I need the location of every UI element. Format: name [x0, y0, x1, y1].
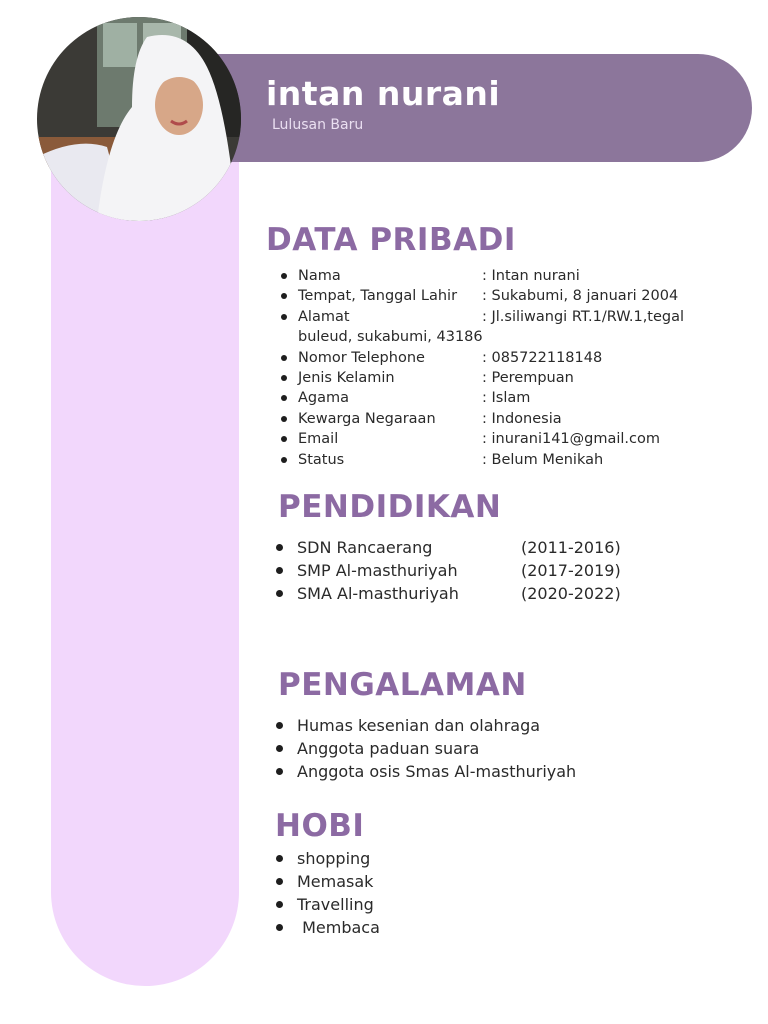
field-value: : Perempuan: [482, 370, 574, 387]
list-item: [276, 760, 576, 783]
list-item: [281, 409, 684, 429]
experience-item: Anggota osis Smas Al-masthuriyah: [297, 762, 577, 781]
list-item: [281, 368, 684, 388]
field-value: : Islam: [482, 390, 531, 407]
list-item: [281, 450, 684, 470]
field-label: Alamat: [298, 308, 350, 325]
experience-item: Anggota paduan suara: [297, 739, 480, 758]
field-value: : Belum Menikah: [482, 451, 604, 468]
hobby-item: shopping: [297, 849, 371, 868]
bullet-icon: [276, 901, 283, 908]
hobby-item: Membaca: [297, 918, 380, 937]
bullet-icon: [276, 878, 283, 885]
bullet-icon: [281, 314, 287, 320]
field-label: Status: [298, 451, 345, 468]
education-list: [276, 536, 621, 605]
personal-data-list: [281, 266, 684, 470]
bullet-icon: [276, 924, 283, 931]
bullet-icon: [276, 768, 283, 775]
bullet-icon: [276, 745, 283, 752]
field-value: : inurani141@gmail.com: [482, 431, 660, 448]
school-name: SMA Al-masthuriyah: [297, 584, 459, 603]
list-item: [281, 429, 684, 449]
bullet-icon: [276, 567, 283, 574]
list-item: [276, 582, 621, 605]
list-item: [281, 286, 684, 306]
candidate-name: intan nurani: [266, 74, 501, 113]
list-item: [281, 266, 684, 286]
bullet-icon: [281, 416, 287, 422]
school-years: (2017-2019): [521, 561, 621, 580]
field-value: : 085722118148: [482, 349, 603, 366]
section-title-pengalaman: PENGALAMAN: [278, 667, 527, 703]
bullet-icon: [281, 273, 287, 279]
list-item: [281, 348, 684, 368]
bullet-icon: [281, 375, 287, 381]
hobby-item: Travelling: [297, 895, 374, 914]
school-name: SMP Al-masthuriyah: [297, 561, 458, 580]
bullet-icon: [276, 855, 283, 862]
list-item: [276, 714, 576, 737]
bullet-icon: [281, 293, 287, 299]
bullet-icon: [276, 544, 283, 551]
field-value-continued: buleud, sukabumi, 43186: [298, 329, 483, 346]
list-item: [276, 847, 380, 870]
list-item: [276, 737, 576, 760]
bullet-icon: [281, 355, 287, 361]
experience-item: Humas kesenian dan olahraga: [297, 716, 541, 735]
bullet-icon: [281, 436, 287, 442]
bullet-icon: [281, 395, 287, 401]
section-title-data-pribadi: DATA PRIBADI: [266, 222, 516, 258]
bullet-icon: [276, 590, 283, 597]
bullet-icon: [281, 457, 287, 463]
field-value: : Indonesia: [482, 410, 562, 427]
school-name: SDN Rancaerang: [297, 538, 433, 557]
profile-photo: [37, 17, 241, 221]
field-label: Nama: [298, 268, 341, 284]
list-item: [276, 893, 380, 916]
experience-list: [276, 714, 576, 783]
bullet-icon: [276, 722, 283, 729]
section-title-hobi: HOBI: [275, 808, 365, 844]
list-item: [276, 916, 380, 939]
field-value: : Jl.siliwangi RT.1/RW.1,tegal: [482, 308, 685, 325]
field-value: : Sukabumi, 8 januari 2004: [482, 288, 679, 305]
list-item: [276, 870, 380, 893]
school-years: (2011-2016): [521, 538, 621, 557]
hobby-item: Memasak: [297, 872, 374, 891]
list-item: [276, 536, 621, 559]
field-value: : Intan nurani: [482, 268, 580, 284]
school-years: (2020-2022): [521, 584, 621, 603]
field-label: Agama: [298, 390, 350, 407]
list-item: [276, 559, 621, 582]
hobby-list: [276, 847, 380, 939]
list-item: [281, 307, 684, 348]
field-label: Email: [298, 431, 339, 448]
field-label: Tempat, Tanggal Lahir: [298, 288, 458, 305]
candidate-subtitle: Lulusan Baru: [272, 117, 364, 133]
field-label: Nomor Telephone: [298, 349, 425, 366]
list-item: [281, 388, 684, 408]
field-label: Kewarga Negaraan: [298, 410, 436, 427]
field-label: Jenis Kelamin: [298, 370, 395, 387]
section-title-pendidikan: PENDIDIKAN: [278, 489, 502, 525]
